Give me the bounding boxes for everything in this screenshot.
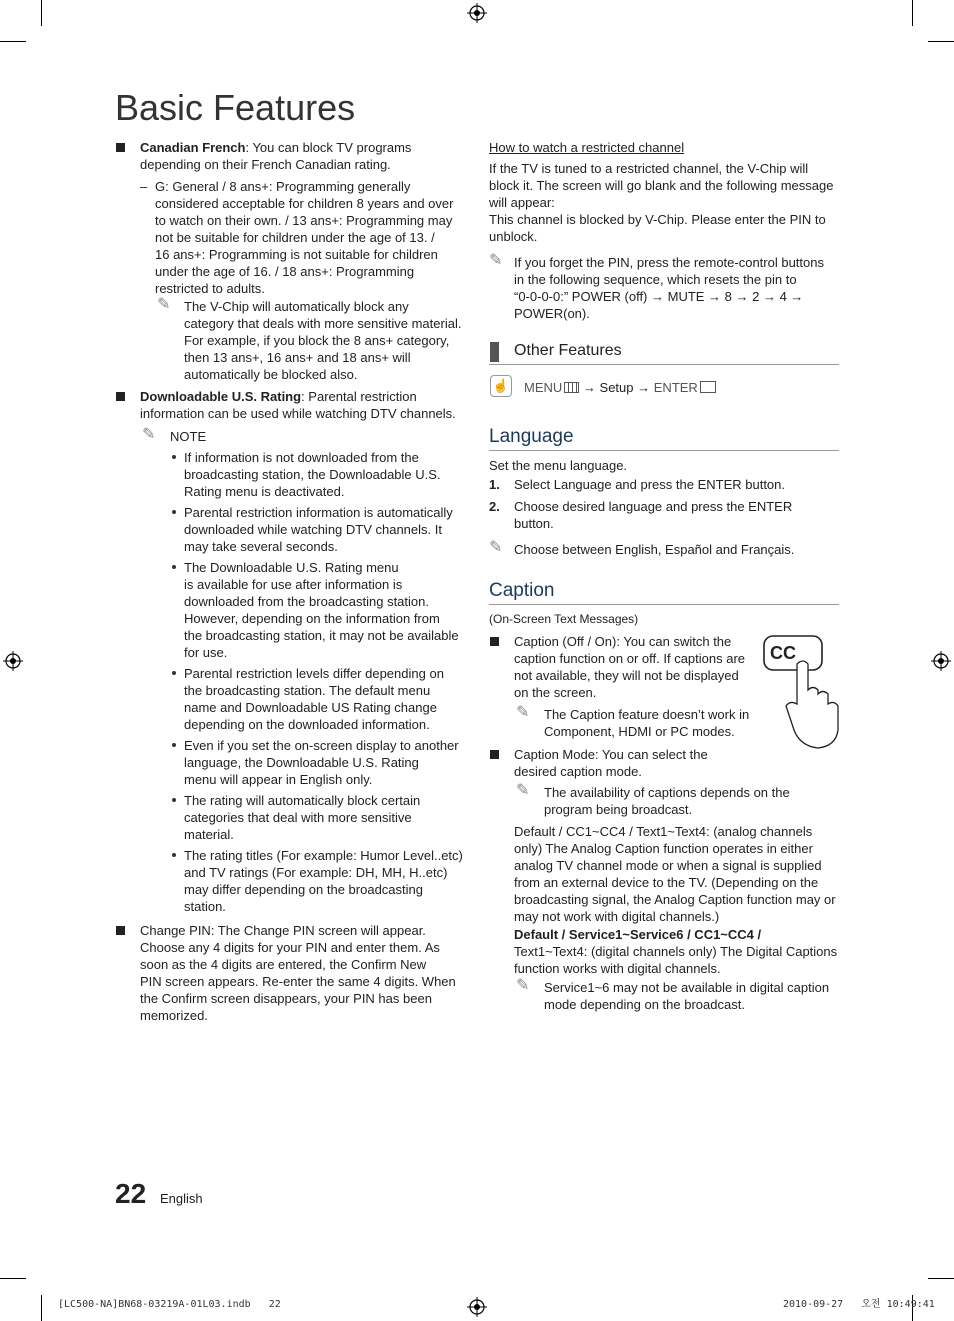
restricted-channel-text xyxy=(489,160,839,245)
text-line: analog TV channel mode or when a signal is supplied xyxy=(514,858,822,873)
text-line: category that deals with more sensitive material. xyxy=(184,316,462,331)
text-line: will appear: xyxy=(489,195,555,210)
text-line: material. xyxy=(184,827,234,842)
caption-mode-note xyxy=(544,784,844,818)
bullet-dot xyxy=(172,510,176,514)
text-line: If the TV is tuned to a restricted channel, the V-Chip will xyxy=(489,161,809,176)
text-line: information can be used while watching DTV channels. xyxy=(140,406,456,421)
text-line: program being broadcast. xyxy=(544,802,693,817)
text-line: Even if you set the on-screen display to another xyxy=(184,738,459,753)
section-accent-bar xyxy=(490,342,499,362)
crop-mark xyxy=(928,41,954,42)
text-line: on the screen. xyxy=(514,685,597,700)
registration-mark-icon xyxy=(467,1297,487,1317)
text-line: Rating menu is deactivated. xyxy=(184,484,345,499)
text-line: only) The Analog Caption function operates in either xyxy=(514,841,813,856)
text-line: If you forget the PIN, press the remote-control buttons xyxy=(514,255,824,270)
bullet-dot xyxy=(172,671,176,675)
text-line: caption function on or off. If captions are xyxy=(514,651,746,666)
note-item xyxy=(184,847,469,915)
text-line: Default / CC1~CC4 / Text1~Text4: (analog channels xyxy=(514,824,813,839)
step-number: 2. xyxy=(489,499,500,514)
bullet-dot xyxy=(172,455,176,459)
text-line: broadcasting station, the Downloadable U.S. xyxy=(184,467,441,482)
registration-mark-icon xyxy=(467,3,487,23)
enter-label: ENTER xyxy=(653,380,698,395)
text-line: POWER(on). xyxy=(514,306,590,321)
text-line: may differ depending on the broadcasting xyxy=(184,882,423,897)
pencil-note-icon: ✎ xyxy=(516,702,530,721)
cc-label: CC xyxy=(770,643,796,663)
footer-language: English xyxy=(160,1191,203,1206)
note-label: NOTE xyxy=(170,429,207,444)
crop-mark xyxy=(928,1278,954,1279)
caption-subtitle: (On-Screen Text Messages) xyxy=(489,612,639,626)
text-line: to watch on their own. / 13 ans+: Programming may xyxy=(155,213,453,228)
crop-mark xyxy=(912,0,913,26)
downloadable-rating-text: : Parental restriction xyxy=(301,389,417,404)
menu-icon xyxy=(564,382,579,393)
text-line: Service1~6 may not be available in digital caption xyxy=(544,980,830,995)
note-item xyxy=(184,665,469,733)
bullet-square xyxy=(116,926,125,935)
page-title: Basic Features xyxy=(115,87,356,128)
text-line: function works with digital channels. xyxy=(514,961,721,976)
page-number: 22 xyxy=(115,1178,147,1209)
text-line: Change PIN: The Change PIN screen will appear. xyxy=(140,923,426,938)
language-note: Choose between English, Español and Français. xyxy=(514,542,795,557)
text-line: “0-0-0-0:” POWER (off) → MUTE → 8 → 2 → 4 → xyxy=(514,289,804,304)
step-number: 1. xyxy=(489,477,500,492)
default-analog-text xyxy=(514,823,844,925)
service-note xyxy=(544,979,844,1013)
caption-heading: Caption xyxy=(489,580,555,601)
text-line: G: General / 8 ans+: Programming generally xyxy=(155,179,411,194)
pin-reset-note xyxy=(514,254,844,322)
note-item xyxy=(184,449,469,500)
pencil-note-icon: ✎ xyxy=(516,975,530,994)
text-line: the broadcasting station. The default menu xyxy=(184,683,431,698)
language-heading: Language xyxy=(489,426,574,447)
text-line: The Caption feature doesn’t work in xyxy=(544,707,750,722)
registration-mark-icon xyxy=(3,651,23,671)
text-line: in the following sequence, which resets the pin to xyxy=(514,272,797,287)
text-line: Parental restriction levels differ depending on xyxy=(184,666,444,681)
text-line: The rating will automatically block certain xyxy=(184,793,421,808)
print-timestamp: 2010-09-27 오전 10:49:41 xyxy=(783,1299,935,1310)
canadian-french-label: Canadian French xyxy=(140,140,246,155)
change-pin-item xyxy=(140,922,470,1024)
default-digital-text xyxy=(514,926,844,977)
downloadable-rating-label: Downloadable U.S. Rating xyxy=(140,389,302,404)
downloadable-rating-item xyxy=(140,388,470,422)
menu-path xyxy=(524,379,716,396)
dash-marker: – xyxy=(140,179,148,194)
crop-mark xyxy=(41,0,42,26)
text-line: block it. The screen will go blank and the following message xyxy=(489,178,834,193)
text-line: downloaded from the broadcasting station. xyxy=(184,594,429,609)
text-line: then 13 ans+, 16 ans+ and 18 ans+ will xyxy=(184,350,411,365)
text-line: Caption Mode: You can select the xyxy=(514,747,708,762)
caption-onoff-item xyxy=(514,633,759,701)
text-line: may not work with digital channels.) xyxy=(514,909,720,924)
text-line: not available, they will not be displayed xyxy=(514,668,739,683)
remote-hand-icon: ☝ xyxy=(490,375,512,397)
divider xyxy=(489,364,839,365)
text-line: for use. xyxy=(184,645,228,660)
text-line: The Downloadable U.S. Rating menu xyxy=(184,560,399,575)
pencil-note-icon: ✎ xyxy=(157,294,171,313)
language-intro: Set the menu language. xyxy=(489,458,628,473)
crop-mark xyxy=(0,1278,26,1279)
pencil-note-icon: ✎ xyxy=(489,537,503,556)
text-line: considered acceptable for children 8 years and over xyxy=(155,196,454,211)
divider xyxy=(489,450,839,451)
text-line: The V-Chip will automatically block any xyxy=(184,299,409,314)
text-line: soon as the 4 digits are entered, the Confirm New xyxy=(140,957,427,972)
setup-label: Setup xyxy=(599,380,634,395)
g-rating-text xyxy=(155,178,465,297)
enter-icon xyxy=(700,381,716,393)
print-file-info: [LC500-NA]BN68-03219A-01L03.indb 22 xyxy=(58,1299,281,1310)
crop-mark xyxy=(0,41,26,42)
canadian-french-item xyxy=(140,139,420,173)
text-line: may take several seconds. xyxy=(184,539,338,554)
text-line: button. xyxy=(514,516,554,531)
caption-onoff-note xyxy=(544,706,759,740)
text-line: Caption (Off / On): You can switch the xyxy=(514,634,732,649)
text-line: 16 ans+: Programming is not suitable for children xyxy=(155,247,438,262)
step-text xyxy=(514,476,834,493)
pencil-note-icon: ✎ xyxy=(142,424,156,443)
bullet-square xyxy=(490,637,499,646)
other-features-heading: Other Features xyxy=(514,342,622,359)
text-line: The availability of captions depends on the xyxy=(544,785,790,800)
text-line: Default / Service1~Service6 / CC1~CC4 / xyxy=(514,927,762,942)
text-line: However, depending on the information from xyxy=(184,611,440,626)
text-line: and TV ratings (For example: DH, MH, H..etc) xyxy=(184,865,448,880)
menu-label: MENU xyxy=(524,380,563,395)
arrow-label: → xyxy=(637,380,651,395)
bullet-square xyxy=(116,392,125,401)
bullet-square xyxy=(116,143,125,152)
text-line: For example, if you block the 8 ans+ category, xyxy=(184,333,450,348)
text-line: Component, HDMI or PC modes. xyxy=(544,724,735,739)
text-line: the broadcasting station, it may not be available xyxy=(184,628,459,643)
bullet-dot xyxy=(172,853,176,857)
text-line: downloaded while watching DTV channels. It xyxy=(184,522,442,537)
text-line: language, the Downloadable U.S. Rating xyxy=(184,755,419,770)
text-line: categories that deal with more sensitive xyxy=(184,810,412,825)
step-text xyxy=(514,498,834,532)
caption-mode-item xyxy=(514,746,834,780)
text-line: Text1~Text4: (digital channels only) The Digital Captions xyxy=(514,944,838,959)
text-line: not be suitable for children under the age of 13. / xyxy=(155,230,435,245)
note-item xyxy=(184,792,469,843)
bullet-dot xyxy=(172,743,176,747)
text-line: the Confirm screen disappears, your PIN has been xyxy=(140,991,432,1006)
bullet-dot xyxy=(172,565,176,569)
note-item xyxy=(184,737,469,788)
text-line: under the age of 16. / 18 ans+: Programming xyxy=(155,264,415,279)
canadian-french-text: : You can block TV programs depending on their French Canadian rating. xyxy=(140,140,412,172)
arrow-label: → xyxy=(582,380,596,395)
text-line: unblock. xyxy=(489,229,538,244)
text-line: broadcasting signal, the Analog Caption function may or xyxy=(514,892,836,907)
pencil-note-icon: ✎ xyxy=(489,250,503,269)
text-line: If information is not downloaded from the xyxy=(184,450,419,465)
crop-mark xyxy=(41,1295,42,1321)
registration-mark-icon xyxy=(931,651,951,671)
text-line: Select Language and press the ENTER button. xyxy=(514,477,786,492)
text-line: name and Downloadable US Rating change xyxy=(184,700,437,715)
note-item xyxy=(184,504,469,555)
text-line: Choose any 4 digits for your PIN and enter them. As xyxy=(140,940,440,955)
divider xyxy=(489,604,839,605)
bullet-square xyxy=(490,750,499,759)
text-line: mode depending on the broadcast. xyxy=(544,997,745,1012)
text-line: Choose desired language and press the ENTER xyxy=(514,499,793,514)
text-line: desired caption mode. xyxy=(514,764,642,779)
text-line: is available for use after information is xyxy=(184,577,403,592)
text-line: restricted to adults. xyxy=(155,281,265,296)
restricted-channel-heading: How to watch a restricted channel xyxy=(489,140,685,155)
text-line: PIN screen appears. Re-enter the same 4 digits. When xyxy=(140,974,456,989)
text-line: automatically be blocked also. xyxy=(184,367,358,382)
note-item xyxy=(184,559,469,661)
text-line: depending on the downloaded information. xyxy=(184,717,430,732)
text-line: The rating titles (For example: Humor Level..etc) xyxy=(184,848,463,863)
text-line: menu will appear in English only. xyxy=(184,772,373,787)
text-line: memorized. xyxy=(140,1008,208,1023)
pencil-note-icon: ✎ xyxy=(516,780,530,799)
text-line: Parental restriction information is automatically xyxy=(184,505,453,520)
text-line: from an external device to the TV. (Depending on the xyxy=(514,875,819,890)
text-line: This channel is blocked by V-Chip. Please enter the PIN to xyxy=(489,212,826,227)
vchip-note xyxy=(184,298,474,383)
text-line: station. xyxy=(184,899,226,914)
bullet-dot xyxy=(172,798,176,802)
